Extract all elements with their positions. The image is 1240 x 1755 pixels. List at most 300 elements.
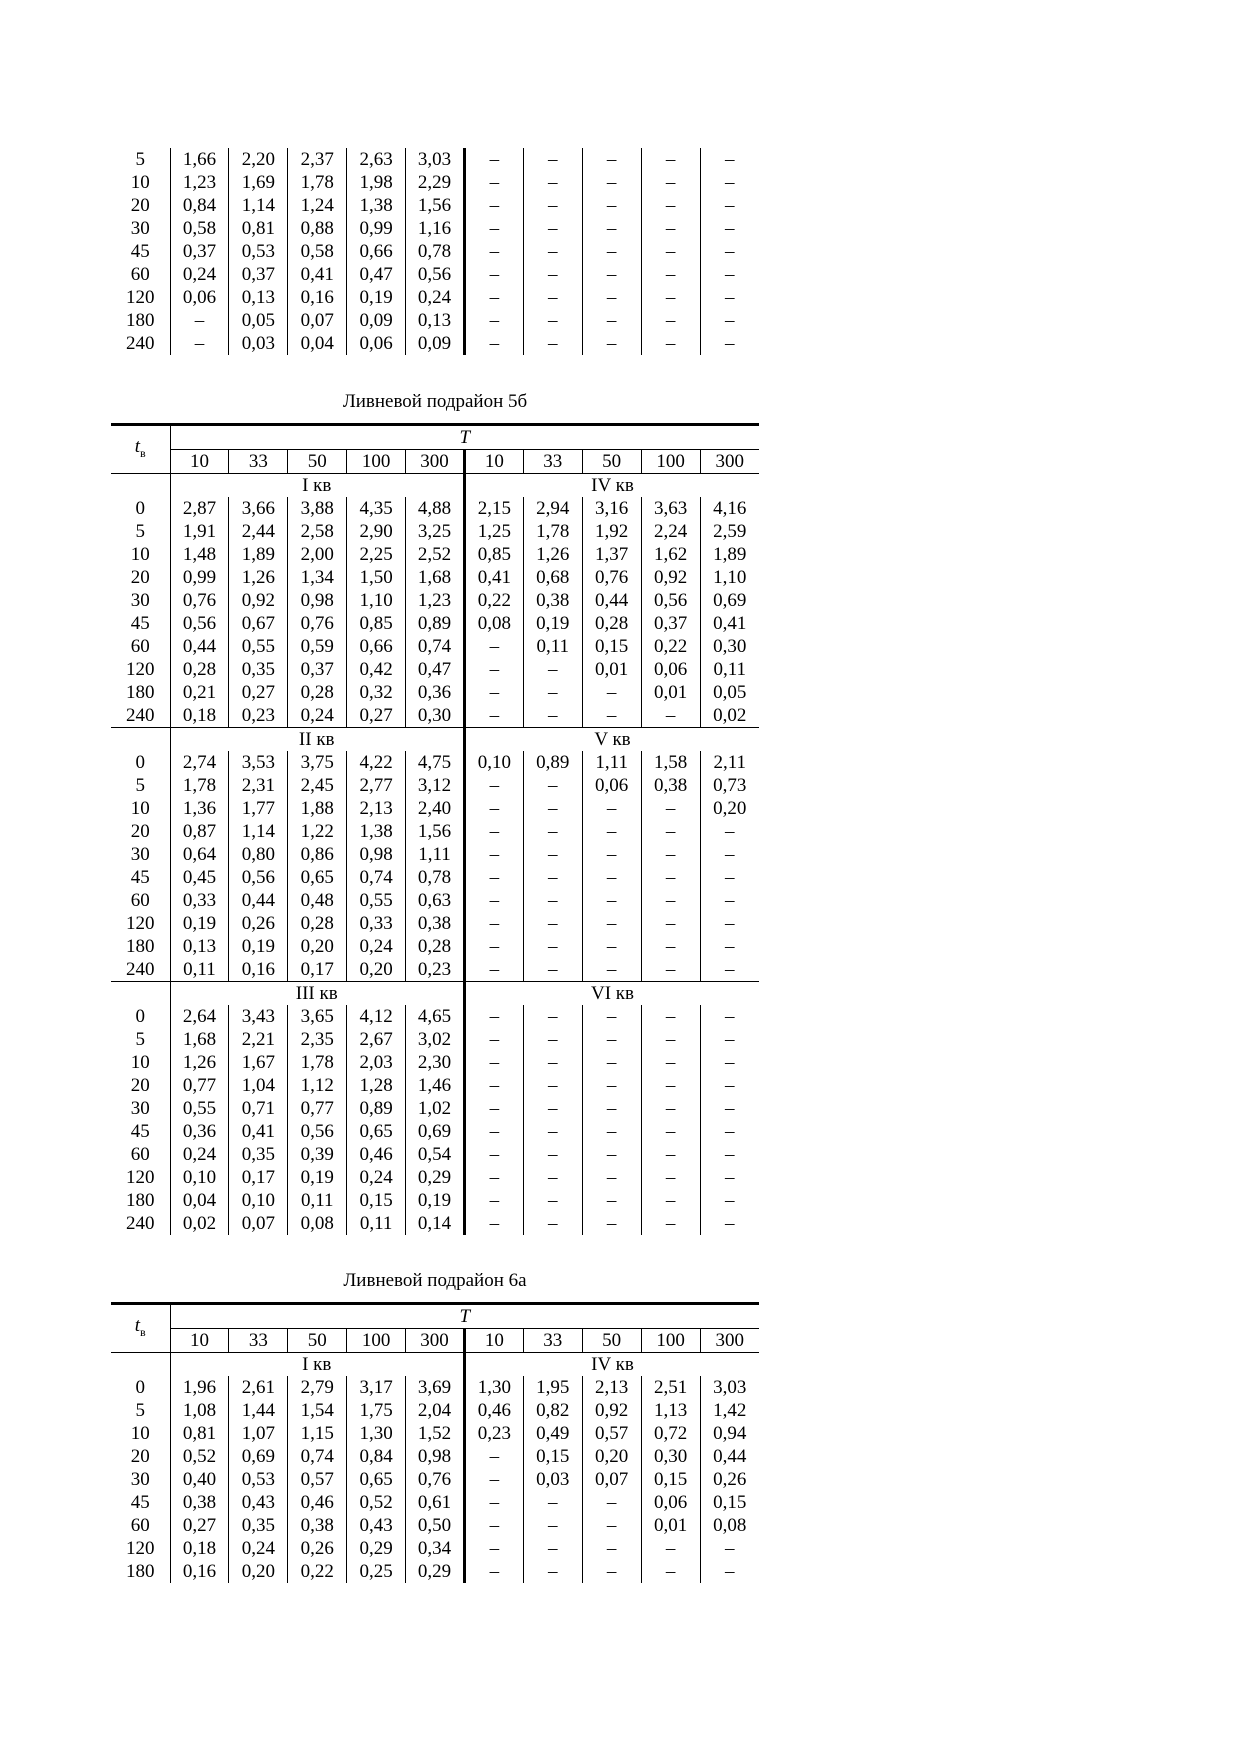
table-5b xyxy=(111,423,759,1235)
duration-cell: 0 xyxy=(135,498,145,519)
value-cell: – xyxy=(464,1143,523,1166)
value-cell: – xyxy=(523,1143,582,1166)
return-period-header: T xyxy=(170,425,759,450)
value-cell: 2,35 xyxy=(288,1028,347,1051)
value-cell: 4,88 xyxy=(406,497,465,520)
value-cell: 1,26 xyxy=(523,543,582,566)
duration-cell: 10 xyxy=(130,798,150,819)
value-cell: – xyxy=(170,332,229,355)
value-cell: 1,96 xyxy=(170,1376,229,1399)
value-cell: – xyxy=(464,1028,523,1051)
value-cell: – xyxy=(523,1514,582,1537)
table-row xyxy=(111,1051,759,1074)
duration-cell: 20 xyxy=(130,1446,150,1467)
value-cell: 0,35 xyxy=(229,1143,288,1166)
duration-cell: 5 xyxy=(135,521,145,542)
value-cell: – xyxy=(641,912,700,935)
value-cell: – xyxy=(641,889,700,912)
value-cell: 0,58 xyxy=(170,217,229,240)
value-cell: – xyxy=(464,935,523,958)
value-cell: 0,80 xyxy=(229,843,288,866)
value-cell: – xyxy=(464,704,523,728)
duration-cell: 30 xyxy=(130,844,150,865)
value-cell: 0,23 xyxy=(464,1422,523,1445)
value-cell: 1,07 xyxy=(229,1422,288,1445)
value-cell: – xyxy=(523,1028,582,1051)
period-header-cell: 33 xyxy=(229,1329,288,1353)
value-cell: 3,53 xyxy=(229,751,288,774)
value-cell: 0,04 xyxy=(170,1189,229,1212)
duration-cell: 10 xyxy=(130,544,150,565)
value-cell: 3,88 xyxy=(288,497,347,520)
value-cell: 1,25 xyxy=(464,520,523,543)
duration-cell: 10 xyxy=(130,1052,150,1073)
value-cell: 1,78 xyxy=(288,1051,347,1074)
value-cell: 0,82 xyxy=(523,1399,582,1422)
value-cell: – xyxy=(700,912,759,935)
quarter-label-right: IV кв xyxy=(464,474,759,498)
value-cell: 2,37 xyxy=(288,148,347,171)
value-cell: – xyxy=(523,843,582,866)
value-cell: 0,85 xyxy=(464,543,523,566)
value-cell: 0,98 xyxy=(288,589,347,612)
duration-cell: 60 xyxy=(130,890,150,911)
value-cell: 1,44 xyxy=(229,1399,288,1422)
value-cell: – xyxy=(582,889,641,912)
duration-cell: 120 xyxy=(126,287,155,308)
value-cell: 1,95 xyxy=(523,1376,582,1399)
value-cell: 0,41 xyxy=(229,1120,288,1143)
continued-table-body xyxy=(111,148,759,355)
duration-cell: 45 xyxy=(130,1121,150,1142)
value-cell: – xyxy=(700,1143,759,1166)
value-cell: 0,69 xyxy=(406,1120,465,1143)
period-header-cell: 50 xyxy=(582,450,641,474)
value-cell: – xyxy=(464,820,523,843)
value-cell: 0,74 xyxy=(288,1445,347,1468)
value-cell: 0,52 xyxy=(170,1445,229,1468)
period-header-row xyxy=(111,450,759,474)
value-cell: 0,05 xyxy=(229,309,288,332)
value-cell: – xyxy=(582,1120,641,1143)
value-cell: 0,13 xyxy=(229,286,288,309)
duration-cell: 45 xyxy=(130,613,150,634)
period-header-cell: 10 xyxy=(464,450,523,474)
value-cell: – xyxy=(582,797,641,820)
value-cell: 0,38 xyxy=(523,589,582,612)
value-cell: – xyxy=(700,820,759,843)
table-title-6a: Ливневой подрайон 6а xyxy=(343,1270,527,1291)
value-cell: 0,22 xyxy=(464,589,523,612)
value-cell: 2,44 xyxy=(229,520,288,543)
value-cell: – xyxy=(641,148,700,171)
value-cell: 0,08 xyxy=(288,1212,347,1235)
value-cell: 0,20 xyxy=(347,958,406,982)
value-cell: – xyxy=(464,1074,523,1097)
value-cell: 0,89 xyxy=(523,751,582,774)
value-cell: – xyxy=(523,1120,582,1143)
value-cell: 4,22 xyxy=(347,751,406,774)
value-cell: – xyxy=(641,1189,700,1212)
value-cell: 1,14 xyxy=(229,194,288,217)
value-cell: 0,85 xyxy=(347,612,406,635)
value-cell: 3,17 xyxy=(347,1376,406,1399)
duration-cell: 0 xyxy=(135,1377,145,1398)
table-row xyxy=(111,681,759,704)
value-cell: 0,44 xyxy=(170,635,229,658)
value-cell: 1,38 xyxy=(347,820,406,843)
value-cell: 0,59 xyxy=(288,635,347,658)
table-row xyxy=(111,797,759,820)
value-cell: – xyxy=(523,912,582,935)
value-cell: – xyxy=(523,148,582,171)
value-cell: – xyxy=(464,1468,523,1491)
value-cell: 0,24 xyxy=(229,1537,288,1560)
value-cell: – xyxy=(464,1189,523,1212)
value-cell: 0,76 xyxy=(170,589,229,612)
value-cell: 0,08 xyxy=(464,612,523,635)
value-cell: 0,09 xyxy=(347,309,406,332)
duration-cell: 45 xyxy=(130,241,150,262)
value-cell: – xyxy=(641,1143,700,1166)
value-cell: – xyxy=(464,843,523,866)
duration-cell: 10 xyxy=(130,1423,150,1444)
period-header-cell: 300 xyxy=(700,1329,759,1353)
value-cell: – xyxy=(464,263,523,286)
quarter-label-right: VI кв xyxy=(464,982,759,1006)
return-period-header: T xyxy=(170,1304,759,1329)
value-cell: 1,24 xyxy=(288,194,347,217)
value-cell: 0,71 xyxy=(229,1097,288,1120)
value-cell: 0,35 xyxy=(229,1514,288,1537)
value-cell: 0,23 xyxy=(406,958,465,982)
period-header-cell: 50 xyxy=(288,1329,347,1353)
value-cell: 0,29 xyxy=(347,1537,406,1560)
value-cell: – xyxy=(464,194,523,217)
value-cell: 1,14 xyxy=(229,820,288,843)
table-row xyxy=(111,589,759,612)
value-cell: – xyxy=(582,1051,641,1074)
value-cell: 2,00 xyxy=(288,543,347,566)
value-cell: 3,43 xyxy=(229,1005,288,1028)
value-cell: – xyxy=(641,309,700,332)
duration-cell: 180 xyxy=(126,936,155,957)
value-cell: 1,54 xyxy=(288,1399,347,1422)
value-cell: – xyxy=(700,309,759,332)
quarter-header-blank xyxy=(111,474,170,498)
value-cell: 0,56 xyxy=(288,1120,347,1143)
quarter-label-left: III кв xyxy=(170,982,464,1006)
value-cell: – xyxy=(523,681,582,704)
value-cell: 1,13 xyxy=(641,1399,700,1422)
value-cell: 0,30 xyxy=(406,704,465,728)
value-cell: 0,76 xyxy=(582,566,641,589)
value-cell: – xyxy=(523,935,582,958)
value-cell: 2,21 xyxy=(229,1028,288,1051)
value-cell: 2,30 xyxy=(406,1051,465,1074)
value-cell: 1,37 xyxy=(582,543,641,566)
table-row xyxy=(111,635,759,658)
value-cell: – xyxy=(464,658,523,681)
value-cell: – xyxy=(523,704,582,728)
value-cell: 0,88 xyxy=(288,217,347,240)
value-cell: 1,50 xyxy=(347,566,406,589)
value-cell: 0,15 xyxy=(523,1445,582,1468)
value-cell: – xyxy=(641,1028,700,1051)
value-cell: 0,11 xyxy=(523,635,582,658)
value-cell: 0,19 xyxy=(406,1189,465,1212)
value-cell: 0,47 xyxy=(406,658,465,681)
table-row xyxy=(111,1537,759,1560)
value-cell: – xyxy=(464,797,523,820)
value-cell: – xyxy=(464,889,523,912)
value-cell: 0,33 xyxy=(170,889,229,912)
value-cell: – xyxy=(464,681,523,704)
value-cell: 0,11 xyxy=(347,1212,406,1235)
table-row xyxy=(111,497,759,520)
value-cell: 2,58 xyxy=(288,520,347,543)
value-cell: – xyxy=(641,1212,700,1235)
value-cell: – xyxy=(464,171,523,194)
value-cell: 0,20 xyxy=(700,797,759,820)
value-cell: 0,87 xyxy=(170,820,229,843)
value-cell: 1,48 xyxy=(170,543,229,566)
value-cell: 4,35 xyxy=(347,497,406,520)
value-cell: 0,13 xyxy=(170,935,229,958)
value-cell: 4,16 xyxy=(700,497,759,520)
value-cell: – xyxy=(641,820,700,843)
value-cell: 2,90 xyxy=(347,520,406,543)
value-cell: 1,88 xyxy=(288,797,347,820)
value-cell: 2,77 xyxy=(347,774,406,797)
value-cell: – xyxy=(464,912,523,935)
period-header-cell: 100 xyxy=(641,1329,700,1353)
value-cell: 0,57 xyxy=(582,1422,641,1445)
value-cell: 0,67 xyxy=(229,612,288,635)
value-cell: – xyxy=(582,843,641,866)
value-cell: 1,92 xyxy=(582,520,641,543)
table-6a-block xyxy=(111,1302,759,1583)
value-cell: – xyxy=(641,958,700,982)
table-row xyxy=(111,1166,759,1189)
value-cell: – xyxy=(641,704,700,728)
value-cell: – xyxy=(582,958,641,982)
value-cell: – xyxy=(641,843,700,866)
value-cell: 0,61 xyxy=(406,1491,465,1514)
value-cell: 3,12 xyxy=(406,774,465,797)
value-cell: 0,78 xyxy=(406,240,465,263)
value-cell: 1,66 xyxy=(170,148,229,171)
value-cell: 0,14 xyxy=(406,1212,465,1235)
value-cell: 1,04 xyxy=(229,1074,288,1097)
value-cell: – xyxy=(523,1212,582,1235)
value-cell: 0,15 xyxy=(582,635,641,658)
period-header-cell: 100 xyxy=(347,450,406,474)
value-cell: – xyxy=(700,935,759,958)
value-cell: 2,15 xyxy=(464,497,523,520)
value-cell: 0,10 xyxy=(170,1166,229,1189)
value-cell: – xyxy=(641,263,700,286)
value-cell: 0,33 xyxy=(347,912,406,935)
table-row xyxy=(111,1097,759,1120)
value-cell: 2,64 xyxy=(170,1005,229,1028)
value-cell: – xyxy=(523,171,582,194)
value-cell: 1,75 xyxy=(347,1399,406,1422)
value-cell: – xyxy=(582,1166,641,1189)
value-cell: – xyxy=(523,309,582,332)
value-cell: 0,30 xyxy=(700,635,759,658)
table-row xyxy=(111,1028,759,1051)
duration-cell: 20 xyxy=(130,821,150,842)
value-cell: 2,94 xyxy=(523,497,582,520)
duration-cell: 180 xyxy=(126,310,155,331)
value-cell: 1,52 xyxy=(406,1422,465,1445)
period-header-row xyxy=(111,1329,759,1353)
value-cell: 1,36 xyxy=(170,797,229,820)
period-header-cell: 33 xyxy=(523,1329,582,1353)
value-cell: 0,77 xyxy=(170,1074,229,1097)
value-cell: – xyxy=(700,889,759,912)
value-cell: – xyxy=(464,958,523,982)
value-cell: – xyxy=(641,935,700,958)
value-cell: 0,65 xyxy=(347,1120,406,1143)
value-cell: 0,84 xyxy=(170,194,229,217)
value-cell: – xyxy=(523,1166,582,1189)
value-cell: – xyxy=(582,1005,641,1028)
value-cell: – xyxy=(700,194,759,217)
value-cell: 0,11 xyxy=(288,1189,347,1212)
value-cell: 2,63 xyxy=(347,148,406,171)
value-cell: 1,68 xyxy=(406,566,465,589)
value-cell: 0,02 xyxy=(170,1212,229,1235)
duration-cell: 20 xyxy=(130,1075,150,1096)
value-cell: – xyxy=(523,1005,582,1028)
value-cell: 2,51 xyxy=(641,1376,700,1399)
value-cell: – xyxy=(700,332,759,355)
value-cell: – xyxy=(700,286,759,309)
value-cell: 0,56 xyxy=(170,612,229,635)
value-cell: 0,22 xyxy=(641,635,700,658)
value-cell: 0,65 xyxy=(347,1468,406,1491)
value-cell: 3,66 xyxy=(229,497,288,520)
value-cell: 0,74 xyxy=(347,866,406,889)
value-cell: – xyxy=(582,820,641,843)
value-cell: – xyxy=(523,658,582,681)
quarter-label-right: V кв xyxy=(464,728,759,752)
value-cell: 0,08 xyxy=(700,1514,759,1537)
duration-header: $t_в$ xyxy=(111,425,170,474)
value-cell: 0,26 xyxy=(229,912,288,935)
duration-cell: 5 xyxy=(135,1029,145,1050)
value-cell: 0,52 xyxy=(347,1491,406,1514)
value-cell: – xyxy=(523,332,582,355)
value-cell: – xyxy=(523,1537,582,1560)
continued-table-block xyxy=(111,148,759,355)
value-cell: 0,23 xyxy=(229,704,288,728)
value-cell: – xyxy=(464,1445,523,1468)
table-row xyxy=(111,912,759,935)
value-cell: 0,29 xyxy=(406,1560,465,1583)
value-cell: 1,11 xyxy=(406,843,465,866)
table-row xyxy=(111,866,759,889)
value-cell: – xyxy=(582,1560,641,1583)
value-cell: – xyxy=(523,194,582,217)
quarter-header-blank xyxy=(111,1353,170,1377)
value-cell: – xyxy=(464,1491,523,1514)
value-cell: 0,04 xyxy=(288,332,347,355)
value-cell: – xyxy=(523,263,582,286)
value-cell: 1,15 xyxy=(288,1422,347,1445)
value-cell: – xyxy=(582,332,641,355)
table-row xyxy=(111,566,759,589)
value-cell: – xyxy=(582,912,641,935)
value-cell: 0,18 xyxy=(170,704,229,728)
period-header-cell: 33 xyxy=(523,450,582,474)
table-row xyxy=(111,1376,759,1399)
duration-cell: 120 xyxy=(126,1538,155,1559)
value-cell: – xyxy=(523,820,582,843)
value-cell: – xyxy=(523,1074,582,1097)
value-cell: – xyxy=(641,1097,700,1120)
table-row xyxy=(111,263,759,286)
value-cell: 0,63 xyxy=(406,889,465,912)
table-row xyxy=(111,1189,759,1212)
value-cell: – xyxy=(523,240,582,263)
value-cell: 0,81 xyxy=(229,217,288,240)
table-row xyxy=(111,240,759,263)
table-row xyxy=(111,658,759,681)
value-cell: – xyxy=(700,1051,759,1074)
value-cell: 0,56 xyxy=(406,263,465,286)
table-6a xyxy=(111,1302,759,1583)
value-cell: – xyxy=(700,1537,759,1560)
value-cell: 0,34 xyxy=(406,1537,465,1560)
value-cell: – xyxy=(700,217,759,240)
value-cell: 2,67 xyxy=(347,1028,406,1051)
value-cell: 0,56 xyxy=(641,589,700,612)
value-cell: 1,78 xyxy=(288,171,347,194)
table-row xyxy=(111,612,759,635)
value-cell: 0,53 xyxy=(229,1468,288,1491)
value-cell: – xyxy=(464,1051,523,1074)
value-cell: 0,02 xyxy=(700,704,759,728)
value-cell: 1,22 xyxy=(288,820,347,843)
value-cell: – xyxy=(641,797,700,820)
value-cell: 0,41 xyxy=(700,612,759,635)
value-cell: 0,76 xyxy=(288,612,347,635)
table-5b-body xyxy=(111,474,759,1236)
value-cell: 0,50 xyxy=(406,1514,465,1537)
value-cell: – xyxy=(582,704,641,728)
value-cell: 0,19 xyxy=(523,612,582,635)
duration-cell: 30 xyxy=(130,590,150,611)
value-cell: 2,11 xyxy=(700,751,759,774)
duration-cell: 5 xyxy=(135,775,145,796)
value-cell: – xyxy=(582,681,641,704)
value-cell: 0,39 xyxy=(288,1143,347,1166)
value-cell: – xyxy=(523,889,582,912)
value-cell: 0,10 xyxy=(464,751,523,774)
value-cell: – xyxy=(582,309,641,332)
value-cell: – xyxy=(700,1189,759,1212)
value-cell: 2,24 xyxy=(641,520,700,543)
value-cell: 1,11 xyxy=(582,751,641,774)
value-cell: 0,84 xyxy=(347,1445,406,1468)
value-cell: 0,43 xyxy=(229,1491,288,1514)
value-cell: 1,30 xyxy=(347,1422,406,1445)
value-cell: 2,31 xyxy=(229,774,288,797)
value-cell: 1,77 xyxy=(229,797,288,820)
